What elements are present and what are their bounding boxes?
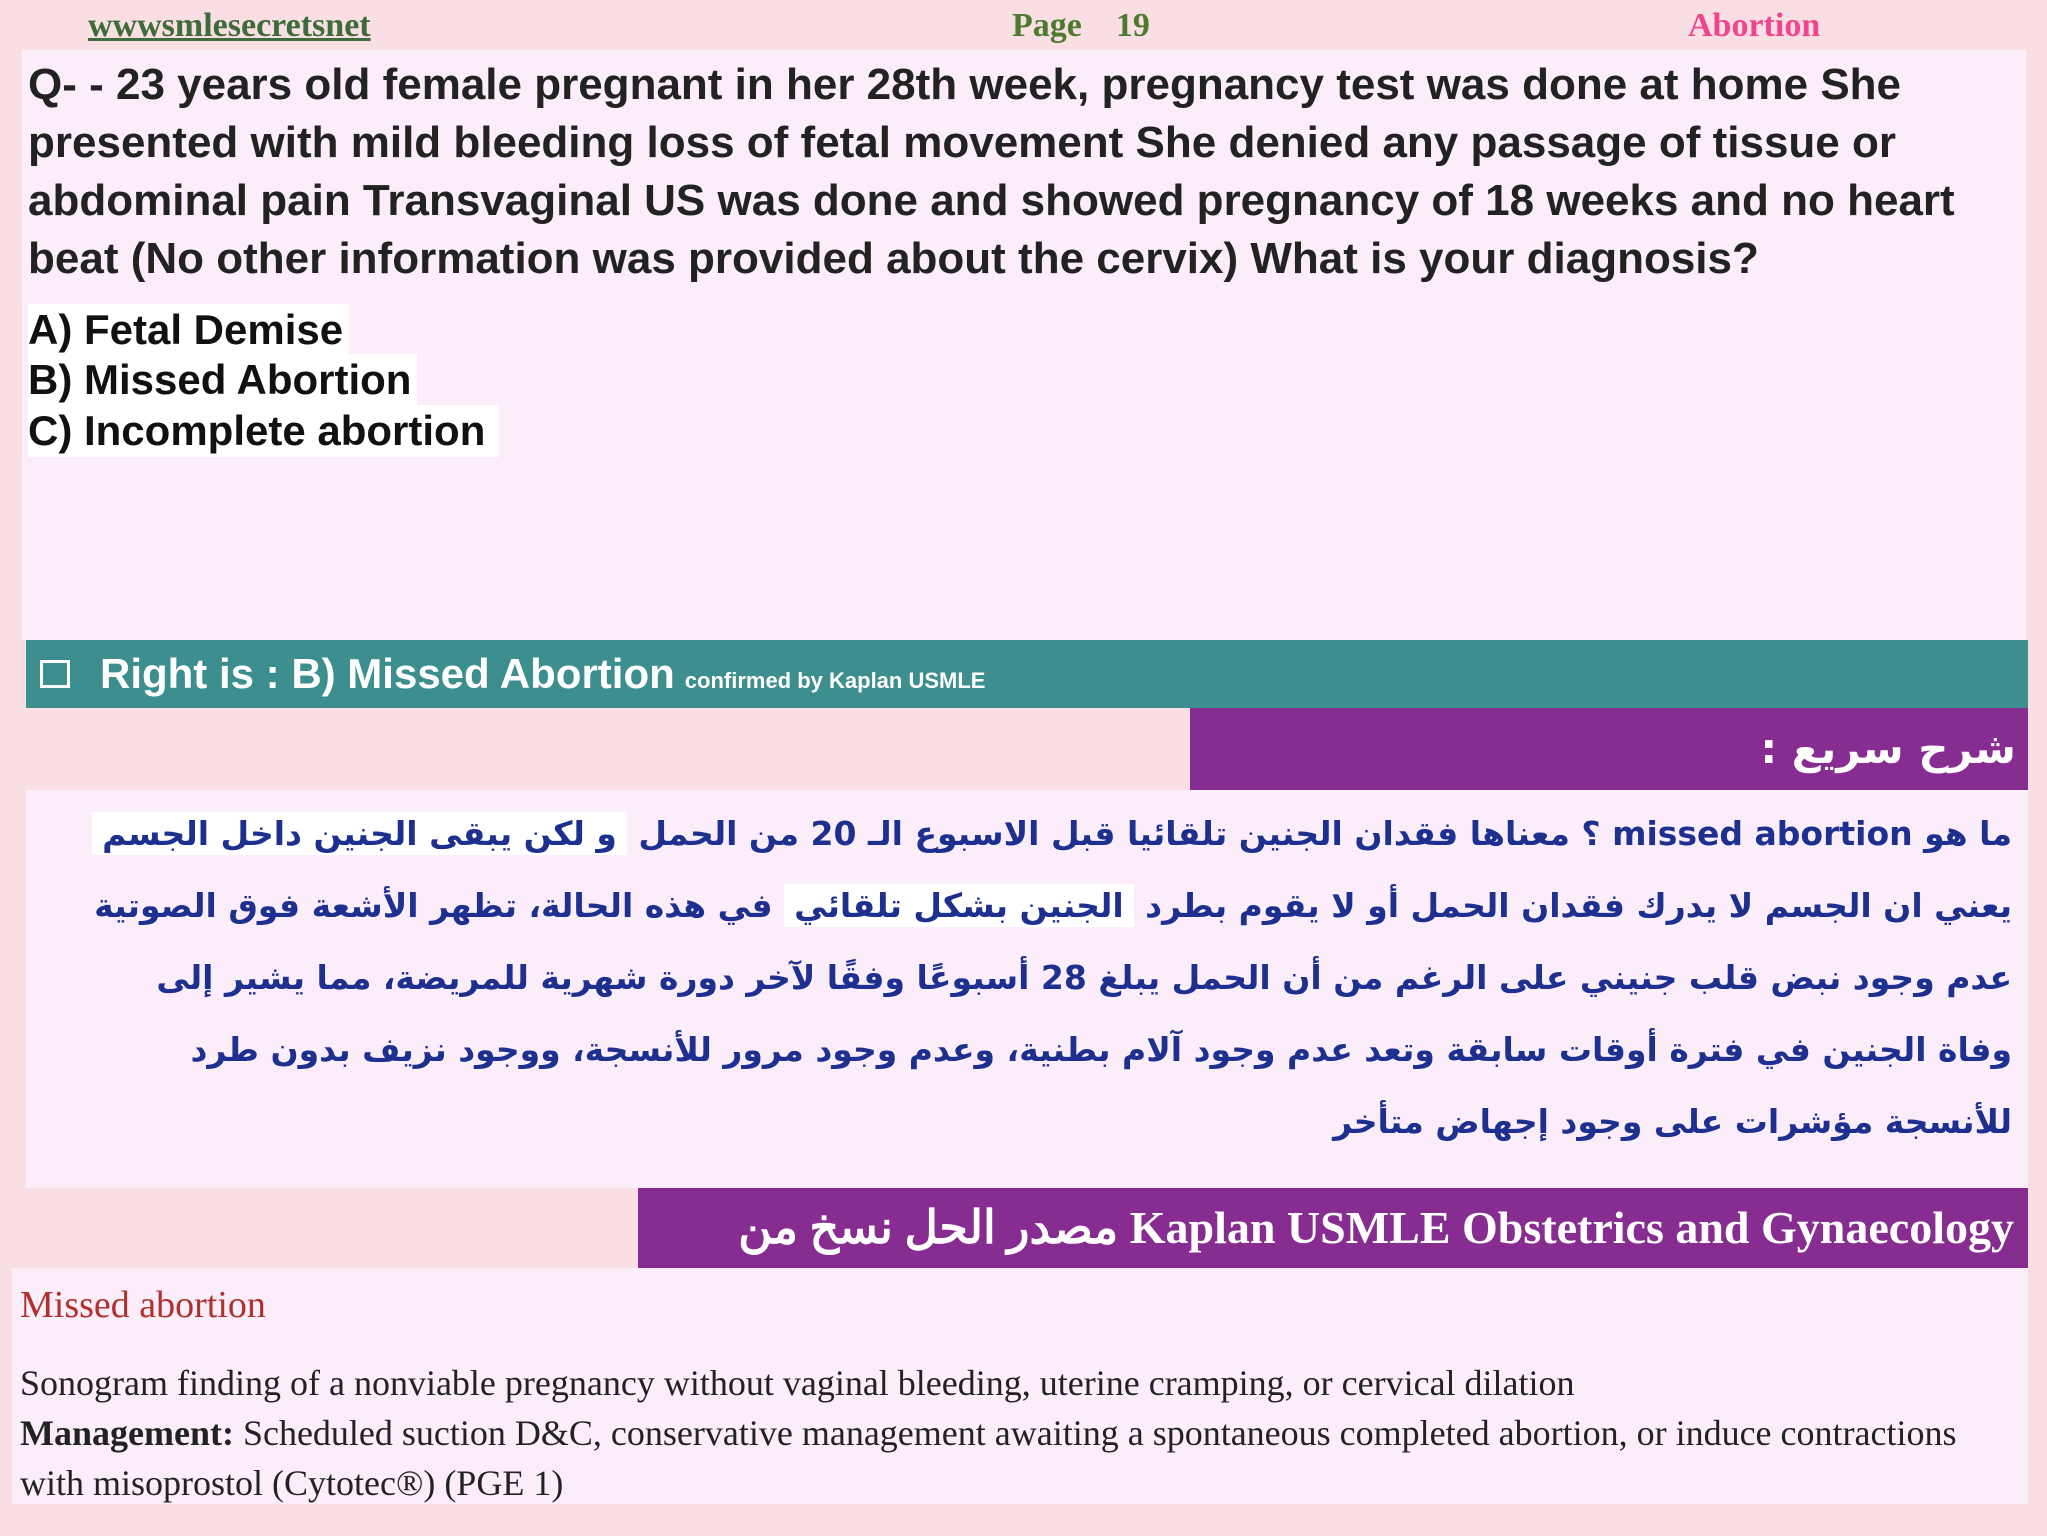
answer-source-note: confirmed by Kaplan USMLE (684, 668, 986, 693)
checkbox-icon (40, 660, 70, 688)
source-text (20, 1358, 2010, 1508)
page-number-value: 19 (1115, 7, 1150, 44)
option-b[interactable]: B) Missed Abortion (28, 354, 417, 406)
explanation-text (82, 798, 2012, 1158)
management-text: Scheduled suction D&C, conservative management awaiting a spontaneous completed abortion, or induce contractions with misoprostol (Cytotec®) (PGE 1) (20, 1413, 1957, 1503)
question-text: Q- - 23 years old female pregnant in her 28th week, pregnancy test was done at home She presented with mild bleeding loss of fetal movement She denied any passage of tissue or abdominal pain Transvaginal US was done and showed pregnancy of 18 weeks and no heart beat (No other information was provided about the cervix) What is your diagnosis? (28, 60, 1955, 283)
expl-part: أسبوعًا وفقًا لآخر دورة شهرية للمريضة، مما يشير إلى وفاة الجنين في فترة أوقات سابقة وتعد عدم وجود آلام بطنية، وعدم وجود مرور للأنسجة، ووجود نزيف بدون طرد للأنسجة مؤشرات على وجود إجهاض متأخر (156, 958, 2012, 1141)
page-number (1012, 4, 1150, 48)
page-label: Page (1012, 7, 1082, 44)
expl-part: من الحمل (626, 814, 811, 853)
option-c[interactable]: C) Incomplete abortion (28, 405, 499, 457)
expl-term: missed abortion (1612, 814, 1913, 853)
management-label: Management: (20, 1413, 234, 1453)
expl-part: في هذه الحالة، تظهر الأشعة فوق الصوتية عدم وجود نبض قلب جنيني على الرغم من أن الحمل يبلغ (94, 886, 2012, 997)
question-card (22, 50, 2026, 640)
source-heading: مصدر الحل نسخ من Kaplan USMLE Obstetrics and Gynaecology (638, 1188, 2028, 1268)
explanation-heading: شرح سريع : (1190, 708, 2028, 790)
expl-highlight: و لكن يبقى الجنين داخل الجسم (92, 812, 627, 855)
option-a[interactable]: A) Fetal Demise (28, 304, 349, 356)
topic-title: Abortion (1688, 7, 1821, 44)
source-body (12, 1268, 2028, 1504)
answer-line (100, 648, 985, 707)
expl-part: يعني ان الجسم لا يدرك فقدان الحمل أو لا يقوم بطرد (1133, 886, 2012, 925)
expl-number: 20 (810, 814, 857, 853)
source-line: Sonogram finding of a nonviable pregnancy without vaginal bleeding, uterine cramping, or cervical dilation (20, 1363, 1575, 1403)
answer-text: Right is : B) Missed Abortion (100, 650, 675, 697)
site-name: wwwsmlesecretsnet (88, 7, 371, 44)
expl-part: ؟ معناها فقدان الجنين تلقائيا قبل الاسبوع الـ (856, 814, 1613, 853)
expl-part: ما هو (1912, 814, 2012, 853)
explanation-body (26, 790, 2028, 1188)
expl-highlight: الجنين بشكل تلقائي (784, 884, 1134, 927)
source-title: Missed abortion (20, 1284, 266, 1326)
expl-number: 28 (1040, 958, 1087, 997)
answer-banner (26, 640, 2028, 708)
